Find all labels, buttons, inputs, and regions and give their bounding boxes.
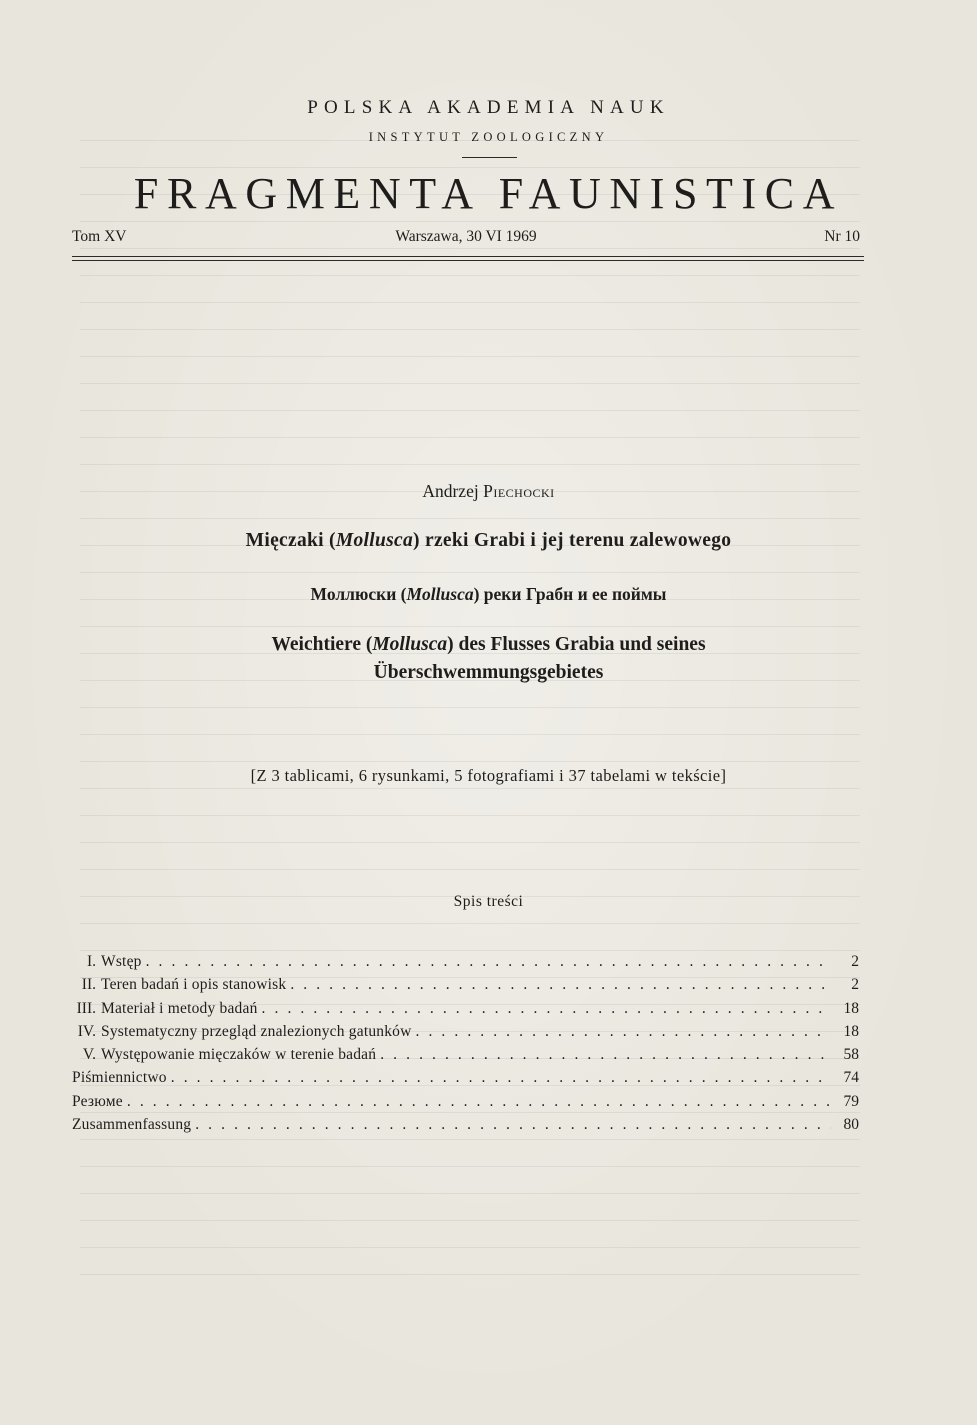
- title-german: [0, 634, 977, 656]
- place-date-label: Warszawa, 30 VI 1969: [395, 228, 537, 245]
- author-name: [0, 481, 977, 502]
- toc-leader-dots: [127, 1090, 831, 1113]
- toc-leader-dots: [262, 997, 831, 1020]
- toc-row: [72, 1066, 859, 1089]
- toc-page-number: 2: [851, 976, 859, 994]
- illustrations-note: [Z 3 tablicami, 6 rysunkami, 5 fotografiami i 37 tabelami w tekście]: [250, 766, 727, 785]
- toc-page-number: 74: [843, 1069, 859, 1087]
- academy-name: POLSKA AKADEMIA NAUK: [307, 97, 670, 118]
- title-german-pre: Weichtiere (: [271, 634, 373, 655]
- toc-leader-dots: [380, 1043, 831, 1066]
- issue-info-row: [72, 228, 860, 250]
- issue-number-label: Nr 10: [824, 228, 860, 245]
- title-russian-post: ) реки Грабн и ее поймы: [473, 584, 667, 604]
- toc-leader-dots: [171, 1066, 831, 1089]
- toc-heading: Spis treści: [453, 893, 524, 910]
- header-short-rule: [462, 157, 517, 158]
- toc-number: III.: [76, 999, 96, 1017]
- toc-page-number: 18: [843, 1022, 859, 1040]
- toc-row: [72, 1043, 859, 1066]
- toc-number: IV.: [77, 1022, 96, 1040]
- toc-label: Teren badań i opis stanowisk: [101, 976, 287, 994]
- journal-title: FRAGMENTA FAUNISTICA: [133, 169, 844, 218]
- table-of-contents: [72, 950, 859, 1136]
- toc-row: [72, 1090, 859, 1113]
- toc-row: [72, 1020, 859, 1043]
- title-polish-pre: Mięczaki (: [245, 530, 336, 551]
- toc-page-number: 79: [843, 1092, 859, 1110]
- header-rule-bottom: [72, 260, 864, 261]
- title-german-post: ) des Flusses Grabia und seines: [447, 634, 706, 655]
- toc-number: II.: [81, 976, 96, 994]
- title-polish-post: ) rzeki Grabi i jej terenu zalewowego: [413, 530, 732, 551]
- toc-leader-dots: [195, 1113, 831, 1136]
- title-russian: [0, 584, 977, 605]
- toc-leader-dots: [146, 950, 831, 973]
- toc-label: Резюме: [72, 1092, 123, 1110]
- toc-label: Zusammenfassung: [72, 1116, 192, 1134]
- title-german-line2: Überschwemmungsgebietes: [373, 662, 604, 683]
- toc-row: [72, 973, 859, 996]
- title-russian-taxon: Mollusca: [406, 584, 474, 604]
- author-first-name: Andrzej: [422, 481, 479, 501]
- toc-row: [72, 1113, 859, 1136]
- toc-page-number: 58: [843, 1046, 859, 1064]
- institute-name: INSTYTUT ZOOLOGICZNY: [368, 130, 609, 144]
- toc-page-number: 18: [843, 999, 859, 1017]
- title-polish: [0, 530, 977, 552]
- toc-page-number: 80: [843, 1116, 859, 1134]
- toc-leader-dots: [290, 973, 831, 996]
- toc-number: V.: [82, 1046, 96, 1064]
- toc-label: Systematyczny przegląd znalezionych gatunków: [101, 1022, 412, 1040]
- header-rule-top: [72, 256, 864, 257]
- author-last-name: Piechocki: [483, 481, 555, 501]
- toc-label: Występowanie mięczaków w terenie badań: [101, 1046, 377, 1064]
- title-polish-taxon: Mollusca: [335, 530, 414, 551]
- toc-row: [72, 997, 859, 1020]
- toc-number: I.: [86, 953, 96, 970]
- toc-label: Materiał i metody badań: [101, 999, 258, 1017]
- toc-label: Piśmiennictwo: [72, 1069, 167, 1087]
- volume-label: Tom XV: [72, 228, 127, 245]
- toc-row: [72, 950, 859, 973]
- title-russian-pre: Моллюски (: [310, 584, 407, 604]
- title-german-taxon: Mollusca: [372, 634, 448, 655]
- toc-page-number: 2: [851, 953, 859, 970]
- toc-label: Wstęp: [101, 953, 142, 970]
- toc-leader-dots: [416, 1020, 831, 1043]
